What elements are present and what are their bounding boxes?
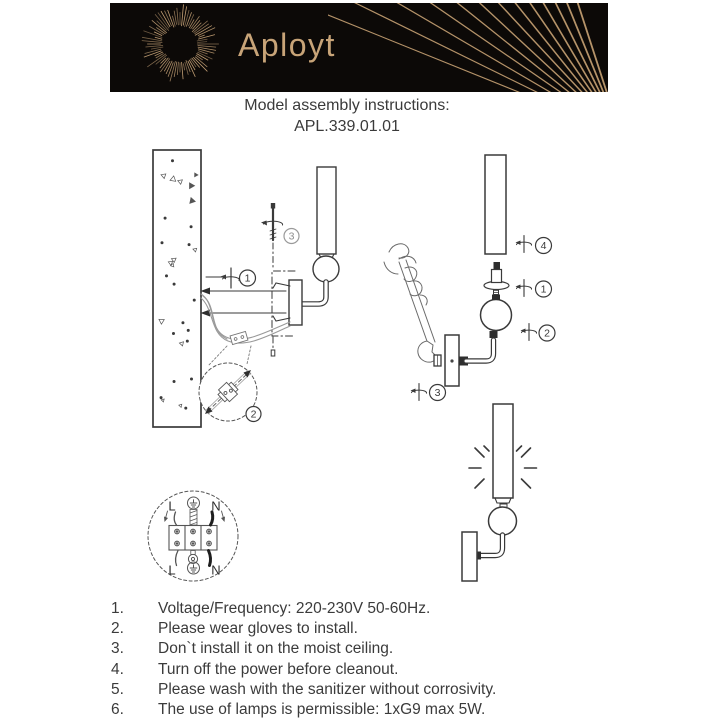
part-label-shade [536,238,552,254]
note-number: 1. [111,600,124,617]
note-number: 5. [111,680,124,698]
model-number: APL.339.01.01 [294,117,400,135]
safety-notes-list [0,599,720,720]
shade-tube [317,167,336,254]
note-number: 3. [111,640,124,658]
lamp-ball [481,300,512,331]
step-label-wire-detail [246,407,261,422]
shade-tube [493,404,513,498]
note-text: Voltage/Frequency: 220-230V 50-60Hz. [158,600,431,617]
note-text: Please wear gloves to install. [158,620,358,638]
page-title: Model assembly instructions: [244,97,450,114]
part-label-socket [536,281,552,297]
step3-final-diagram [462,404,537,581]
svg-text:3: 3 [288,230,295,243]
lamp-ball [489,507,517,535]
rotate-arrow-icon [516,236,532,253]
step1-wall-mount-diagram [153,150,339,427]
spring-clip-top [273,283,290,288]
note-text: Turn off the power before cleanout. [158,660,399,678]
rotate-arrow-icon [521,324,537,341]
wall-section [153,150,201,427]
part-label-ball [539,325,555,341]
lamp-ball [313,256,339,282]
step2-assembly-diagram [384,155,555,401]
note-item [0,680,720,700]
rotate-arrow-icon [411,384,427,401]
note-item [0,700,720,720]
terminal-L-bottom: L [168,562,176,578]
svg-text:1: 1 [244,272,251,285]
svg-text:2: 2 [544,327,550,340]
lamp-socket [484,262,509,295]
spring-clip-bottom [273,316,290,321]
note-number: 2. [111,620,124,638]
wiring-detail-diagram [148,491,238,581]
svg-text:2: 2 [250,408,257,421]
terminal-L-top: L [168,498,176,514]
lamp-arm [479,535,503,556]
note-number: 6. [111,701,124,719]
brand-name: Aployt [238,27,336,63]
svg-text:3: 3 [434,387,441,399]
canopy-plate [289,280,302,325]
terminal-N-bottom: N [211,562,221,578]
rotate-arrow-icon [261,221,283,226]
step-label-rotate [240,270,256,286]
lamp-arm [466,340,494,361]
note-item [0,599,720,619]
note-item [0,619,720,639]
rotate-arrow-icon [206,268,239,288]
mount-direction-arrows [201,288,287,317]
note-item [0,660,720,680]
part-label-bracket [430,385,446,401]
lamp-arm [301,282,326,304]
rotate-arrow-icon [516,280,532,297]
note-text: Please wash with the sanitizer without corrosivity. [158,680,497,698]
note-text: Don`t install it on the moist ceiling. [158,640,394,658]
note-number: 4. [111,660,124,678]
terminal-N-top: N [211,498,221,514]
screw-tip [271,350,275,356]
shade-tube [485,155,506,254]
note-item [0,639,720,659]
hand-with-wrench [384,244,437,362]
svg-text:1: 1 [540,283,547,296]
svg-text:4: 4 [540,240,547,252]
step-label-screw [284,229,299,244]
wall-plate [462,532,477,581]
note-text: The use of lamps is permissible: 1xG9 max 5W. [158,701,486,719]
terminal-block [169,526,217,551]
